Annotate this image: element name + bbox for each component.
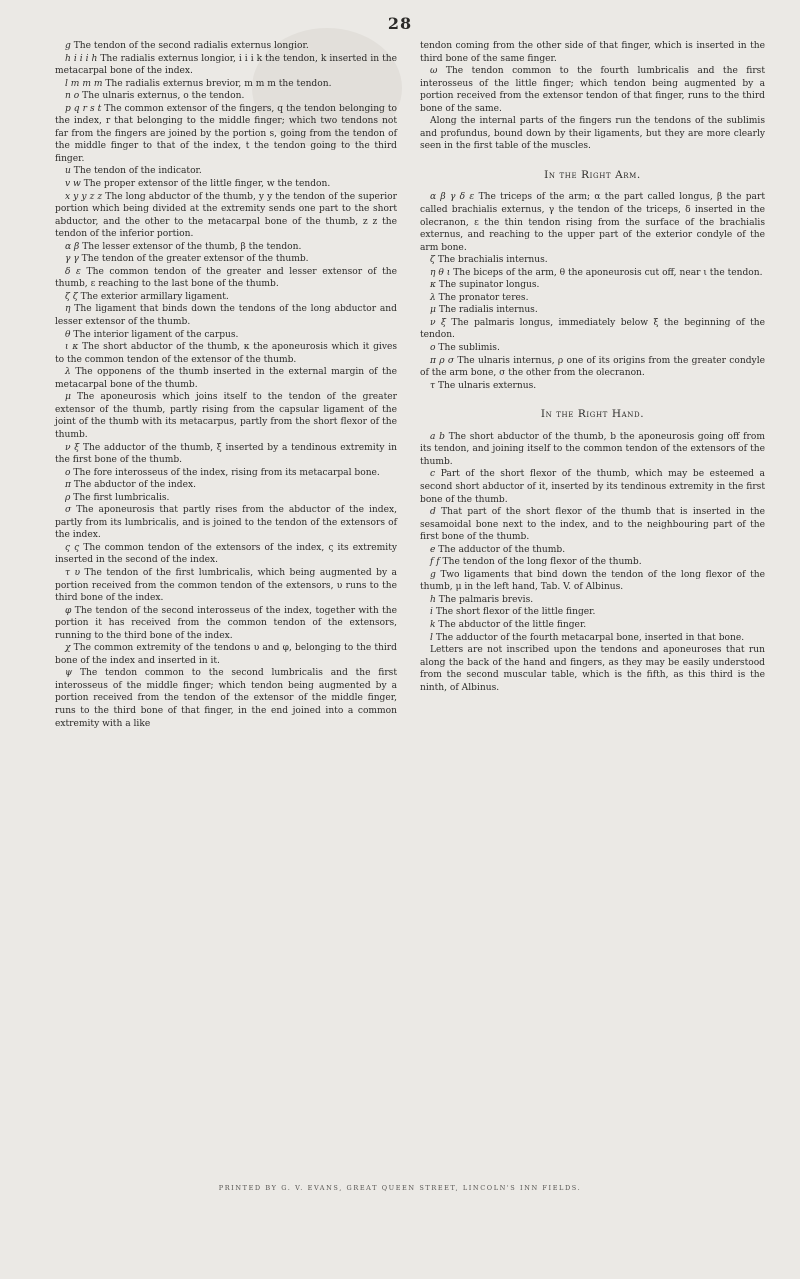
reference-letters: h i i i h — [65, 53, 98, 64]
entry-text: The adductor of the fourth metacarpal bone, inserted in that bone. — [435, 632, 745, 643]
reference-letters: k — [430, 619, 436, 630]
legend-entry — [55, 329, 397, 342]
reference-letters: μ — [430, 305, 436, 316]
entry-text: The supinator longus. — [438, 280, 540, 291]
legend-entry — [55, 241, 397, 254]
legend-entry — [55, 479, 397, 492]
entry-text: The sublimis. — [438, 343, 500, 354]
legend-entry — [420, 606, 765, 619]
reference-letters: u — [65, 166, 71, 177]
reference-letters: ζ ζ — [65, 291, 78, 302]
legend-entry — [55, 40, 397, 53]
legend-entry — [420, 292, 765, 305]
reference-letters: v w — [65, 179, 81, 190]
reference-letters: f f — [430, 557, 440, 568]
entry-text: Two ligaments that bind down the tendon of the long flexor of the thumb, μ in the left hand, Tab. V. of Albinus. — [420, 569, 765, 593]
legend-entry — [55, 341, 397, 366]
legend-entry — [55, 667, 397, 730]
legend-entry — [420, 594, 765, 607]
reference-letters: π ρ σ — [430, 355, 455, 366]
reference-letters: χ — [65, 643, 71, 654]
legend-entry — [420, 267, 765, 280]
legend-entry — [55, 442, 397, 467]
entry-text: The opponens of the thumb inserted in the external margin of the metacarpal bone of the thumb. — [55, 367, 397, 390]
entry-text: The biceps of the arm, θ the aponeurosis cut off, near ι the tendon. — [453, 267, 763, 278]
entry-text: The long abductor of the thumb, y y the tendon of the superior portion which being divided at the extremity sends one part to the short abductor, and the other to the metacarpal bone of the thumb, z z the tendon of the inferior portion. — [55, 191, 397, 240]
entry-text: The tendon of the second interosseus of the index, together with the portion it has received from the common tendon of the extensors, running to the third bone of the index. — [55, 605, 397, 641]
legend-entry — [55, 542, 397, 567]
legend-entry — [55, 53, 397, 78]
legend-entry — [420, 254, 765, 267]
legend-entry — [55, 303, 397, 328]
reference-letters: λ — [65, 367, 71, 378]
reference-letters: a b — [430, 431, 445, 442]
reference-letters: ν ξ — [430, 317, 446, 328]
entry-text: The tendon common to the second lumbricalis and the first interosseus of the middle finger; which tendon being augmented by a portion received from the tendon of the extensor of the middle finger, runs to the third bone of that finger, in the end joined into a common extremity with a like — [55, 668, 397, 729]
entry-text: The tendon of the first lumbricalis, which being augmented by a portion received from the common tendon of the extensors, υ runs to the third bone of the index. — [55, 567, 397, 604]
legend-entry — [420, 556, 765, 569]
reference-letters: η — [65, 304, 71, 315]
legend-entry — [420, 506, 765, 544]
entry-text: The short abductor of the thumb, κ the aponeurosis which it gives to the common tendon of the extensor of the thumb. — [55, 342, 397, 365]
legend-entry — [55, 504, 397, 542]
entry-text: The radialis externus longior, i i i k the tendon, k inserted in the metacarpal bone of the index. — [55, 53, 397, 77]
reference-letters: c — [430, 469, 436, 480]
entry-text: The interior ligament of the carpus. — [73, 329, 239, 340]
legend-entry — [420, 569, 765, 594]
legend-entry — [55, 90, 397, 103]
reference-letters: ς ς — [65, 542, 80, 553]
reference-letters: g — [65, 41, 71, 51]
reference-letters: λ — [430, 292, 436, 303]
entry-text: The lesser extensor of the thumb, β the tendon. — [82, 241, 302, 252]
reference-letters: ι κ — [65, 342, 79, 353]
legend-entry — [420, 468, 765, 506]
entry-text: The proper extensor of the little finger, w the tendon. — [83, 179, 331, 190]
entry-text: The aponeurosis that partly rises from the abductor of the index, partly from its lumbricalis, and is joined to the tendon of the extensors of the index. — [55, 505, 397, 541]
legend-entry — [55, 467, 397, 480]
entry-text: The common tendon of the greater and lesser extensor of the thumb, ε reaching to the last bone of the thumb. — [55, 266, 397, 290]
entry-text: The adductor of the thumb. — [438, 544, 566, 555]
right-hand-heading: In the Right Hand. — [540, 408, 645, 421]
entry-text: The pronator teres. — [438, 292, 529, 303]
reference-letters: α β γ δ ε — [430, 192, 475, 203]
legend-entry — [420, 65, 765, 115]
legend-entry — [420, 115, 765, 153]
reference-letters: d — [430, 507, 436, 518]
reference-letters: π — [65, 480, 71, 491]
entry-text: The brachialis internus. — [437, 255, 548, 266]
right-arm-list — [420, 191, 765, 392]
reference-letters: θ — [65, 329, 71, 340]
reference-letters: g — [430, 569, 436, 580]
legend-entry — [420, 431, 765, 469]
reference-letters: ρ — [65, 492, 71, 503]
right-arm-heading: In the Right Arm. — [544, 168, 641, 181]
reference-letters: n o — [65, 91, 80, 102]
reference-letters: l m m m — [65, 78, 103, 89]
legend-entry — [420, 619, 765, 632]
legend-entry — [420, 544, 765, 557]
continuation-block — [420, 40, 765, 153]
entry-text: The fore interosseus of the index, rising from its metacarpal bone. — [73, 467, 380, 478]
legend-entry — [420, 317, 765, 342]
reference-letters: ψ — [65, 668, 73, 679]
entry-text: The tendon of the second radialis externus longior. — [73, 41, 309, 51]
legend-entry — [55, 291, 397, 304]
legend-entry — [55, 391, 397, 441]
entry-text: The ligament that binds down the tendons of the long abductor and lesser extensor of the thumb. — [55, 304, 397, 328]
entry-text: The ulnaris externus. — [437, 380, 537, 391]
legend-entry — [420, 304, 765, 317]
entry-text: The ulnaris externus, o the tendon. — [82, 91, 245, 102]
left-column — [55, 40, 397, 730]
entry-text: The abductor of the index. — [73, 480, 196, 491]
entry-text: Along the internal parts of the fingers run the tendons of the sublimis and profundus, bound down by their ligaments, but they are more clearly seen in the first table of the muscles. — [420, 116, 765, 152]
page-number: 28 — [387, 14, 413, 33]
reference-letters: ν ξ — [65, 442, 80, 453]
legend-entry — [55, 642, 397, 667]
reference-letters: γ γ — [65, 254, 79, 265]
entry-text: The common tendon of the extensors of the index, ς its extremity inserted in the second of the index. — [55, 542, 397, 566]
legend-entry — [420, 191, 765, 254]
entry-text: The radialis internus. — [438, 305, 538, 316]
reference-letters: l — [430, 632, 433, 643]
entry-text: Part of the short flexor of the thumb, which may be esteemed a second short abductor of it, inserted by its tendinous extremity in the first bone of the thumb. — [420, 469, 765, 505]
entry-text: Letters are not inscribed upon the tendons and aponeuroses that run along the back of the hand and fingers, as they may be easily understood from the second muscular table, which is the fifth, as this third is the ninth, of Albinus. — [420, 645, 765, 693]
reference-letters: σ — [65, 505, 72, 516]
legend-entry — [55, 567, 397, 605]
entry-text: That part of the short flexor of the thumb that is inserted in the sesamoidal bone next to the index, and to the neighbouring part of the first bone of the thumb. — [420, 507, 765, 543]
entry-text: tendon coming from the other side of that finger, which is inserted in the third bone of the same finger. — [420, 41, 765, 64]
legend-entry — [420, 632, 765, 645]
entry-text: The triceps of the arm; α the part called longus, β the part called brachialis externus, γ the tendon of the triceps, δ inserted in the olecranon, ε the thin tendon rising from the surface of the brachialis externus, and reaching to the upper part of the exterior condyle of the arm bone. — [420, 192, 765, 253]
entry-text: The exterior armillary ligament. — [80, 291, 229, 302]
legend-entry — [420, 40, 765, 65]
entry-text: The common extensor of the fingers, q the tendon belonging to the index, r that belonging to the middle finger; which two tendons not far from the fingers are joined by the portion s, going from the tendon of the middle finger to that of the index, t the tendon going to the third finger. — [55, 103, 397, 164]
legend-entry — [420, 380, 765, 393]
legend-entry — [55, 165, 397, 178]
entry-text: The abductor of the little finger. — [438, 619, 587, 630]
legend-entry — [55, 178, 397, 191]
reference-letters: e — [430, 544, 436, 555]
reference-letters: τ — [430, 380, 436, 391]
reference-letters: κ — [430, 280, 436, 291]
legend-entry — [420, 644, 765, 694]
legend-entry — [55, 266, 397, 291]
reference-letters: ζ — [430, 255, 435, 266]
reference-letters: x y y z z — [65, 191, 103, 202]
reference-letters: μ — [65, 392, 71, 403]
legend-entry — [55, 605, 397, 643]
legend-entry — [55, 78, 397, 91]
reference-letters: τ υ — [65, 567, 81, 578]
legend-entry — [420, 342, 765, 355]
entry-text: The common extremity of the tendons υ and φ, belonging to the third bone of the index and inserted in it. — [55, 643, 397, 666]
legend-entry — [55, 366, 397, 391]
reference-letters: η θ ι — [430, 267, 451, 278]
entry-text: The palmaris brevis. — [438, 594, 534, 605]
entry-text: The palmaris longus, immediately below ξ the beginning of the tendon. — [420, 317, 765, 341]
right-hand-list — [420, 431, 765, 694]
entry-text: The tendon of the long flexor of the thumb. — [442, 557, 642, 568]
reference-letters: φ — [65, 605, 72, 616]
reference-letters: p q r s t — [65, 103, 102, 114]
entry-text: The short abductor of the thumb, b the aponeurosis going off from its tendon, and joining itself to the common tendon of the extensors of the thumb. — [420, 431, 765, 467]
legend-entry — [55, 253, 397, 266]
entry-text: The first lumbricalis. — [73, 492, 170, 503]
printer-imprint: PRINTED BY G. V. EVANS, GREAT QUEEN STREET, LINCOLN'S INN FIELDS. — [218, 1184, 582, 1192]
reference-letters: i — [430, 607, 433, 618]
legend-entry — [420, 355, 765, 380]
reference-letters: ω — [430, 66, 438, 77]
legend-entry — [55, 492, 397, 505]
entry-text: The short flexor of the little finger. — [435, 607, 596, 618]
legend-entry — [420, 279, 765, 292]
legend-entry — [55, 103, 397, 166]
legend-entry — [55, 191, 397, 241]
reference-letters: ο — [65, 467, 71, 478]
entry-text: The tendon of the indicator. — [73, 166, 202, 177]
entry-text: The radialis externus brevior, m m m the tendon. — [105, 78, 332, 89]
right-column — [420, 40, 765, 694]
entry-text: The tendon of the greater extensor of the thumb. — [81, 254, 309, 265]
reference-letters: δ ε — [65, 266, 81, 277]
entry-text: The tendon common to the fourth lumbricalis and the first interosseus of the little finger; which tendon being augmented by a portion received from the extensor tendon of that finger, runs to the third bone of the same. — [420, 66, 765, 114]
reference-letters: h — [430, 594, 436, 605]
reference-letters: α β — [65, 241, 80, 252]
entry-text: The ulnaris internus, ρ one of its origins from the greater condyle of the arm bone, σ the other from the olecranon. — [420, 355, 765, 379]
entry-text: The adductor of the thumb, ξ inserted by a tendinous extremity in the first bone of the thumb. — [55, 442, 397, 466]
entry-text: The aponeurosis which joins itself to the tendon of the greater extensor of the thumb, partly rising from the capsular ligament of the joint of the thumb with its metacarpus, partly from the short flexor of the thumb. — [55, 392, 397, 440]
reference-letters: ο — [430, 343, 436, 354]
